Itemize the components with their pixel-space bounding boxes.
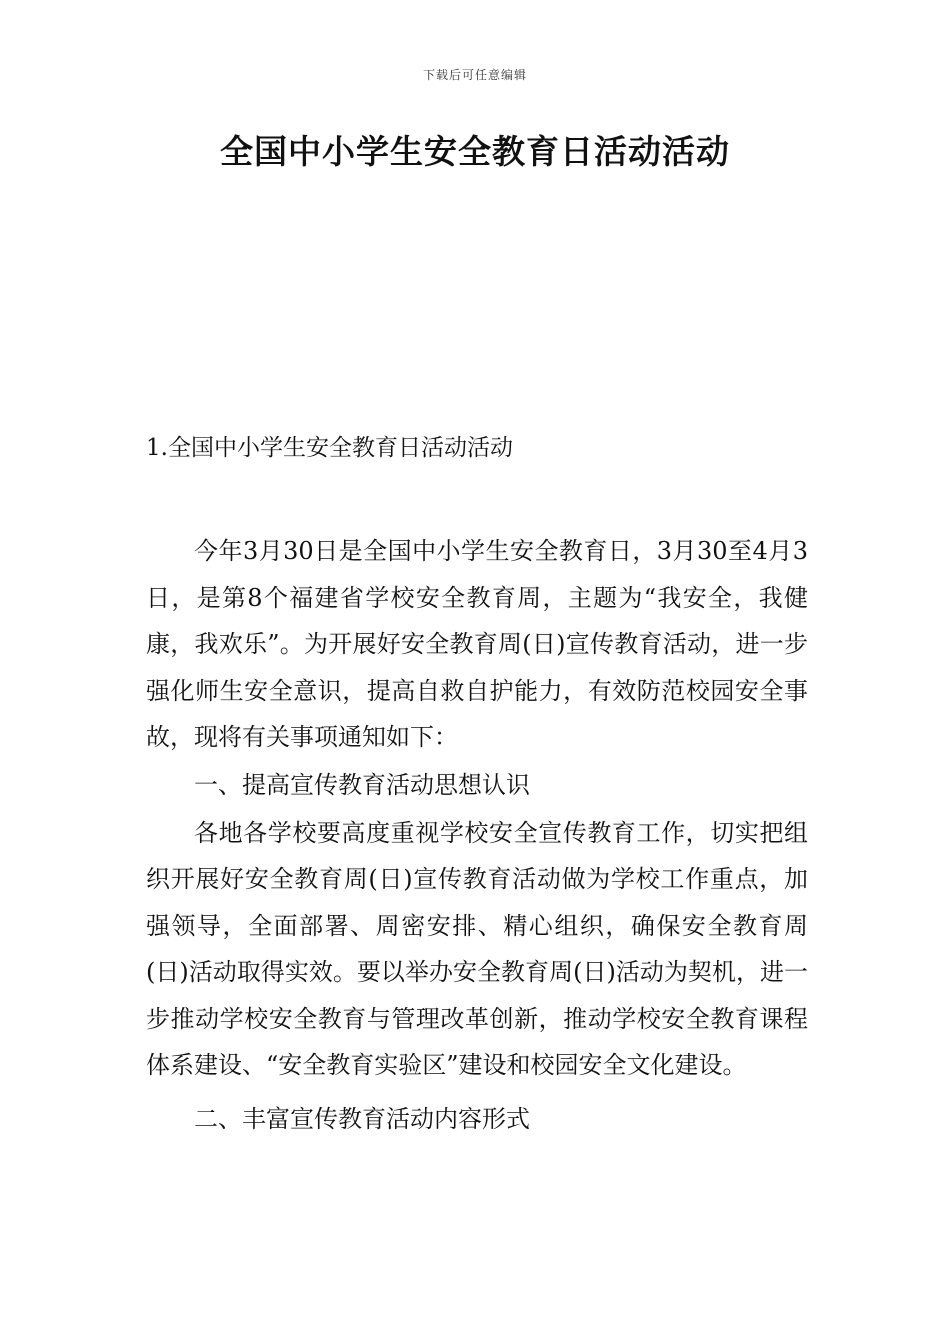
- section-heading: 1.全国中小学生安全教育日活动活动: [146, 435, 513, 461]
- document-title: 全国中小学生安全教育日活动活动: [220, 132, 730, 171]
- header-note: 下载后可任意编辑: [422, 68, 527, 82]
- paragraph-intro: 今年3月30日是全国中小学生安全教育日，3月30至4月3日，是第8个福建省学校安全教育周，主题为“我安全，我健康，我欢乐”。为开展好安全教育周(日)宣传教育活动，进一步强化师生安全意识，提高自救自护能力，有效防范校园安全事故，现将有关事项通知如下：: [146, 537, 808, 751]
- paragraph-one: 各地各学校要高度重视学校安全宣传教育工作，切实把组织开展好安全教育周(日)宣传教育活动做为学校工作重点，加强领导，全面部署、周密安排、精心组织，确保安全教育周(日)活动取得实效。要以举办安全教育周(日)活动为契机，进一步推动学校安全教育与管理改革创新，推动学校安全教育课程体系建设、“安全教育实验区”建设和校园安全文化建设。: [146, 818, 808, 1079]
- document-body: [146, 528, 808, 1144]
- subheading-two: 二、丰富宣传教育活动内容形式: [194, 1104, 530, 1133]
- subheading-one: 一、提高宣传教育活动思想认识: [194, 770, 530, 799]
